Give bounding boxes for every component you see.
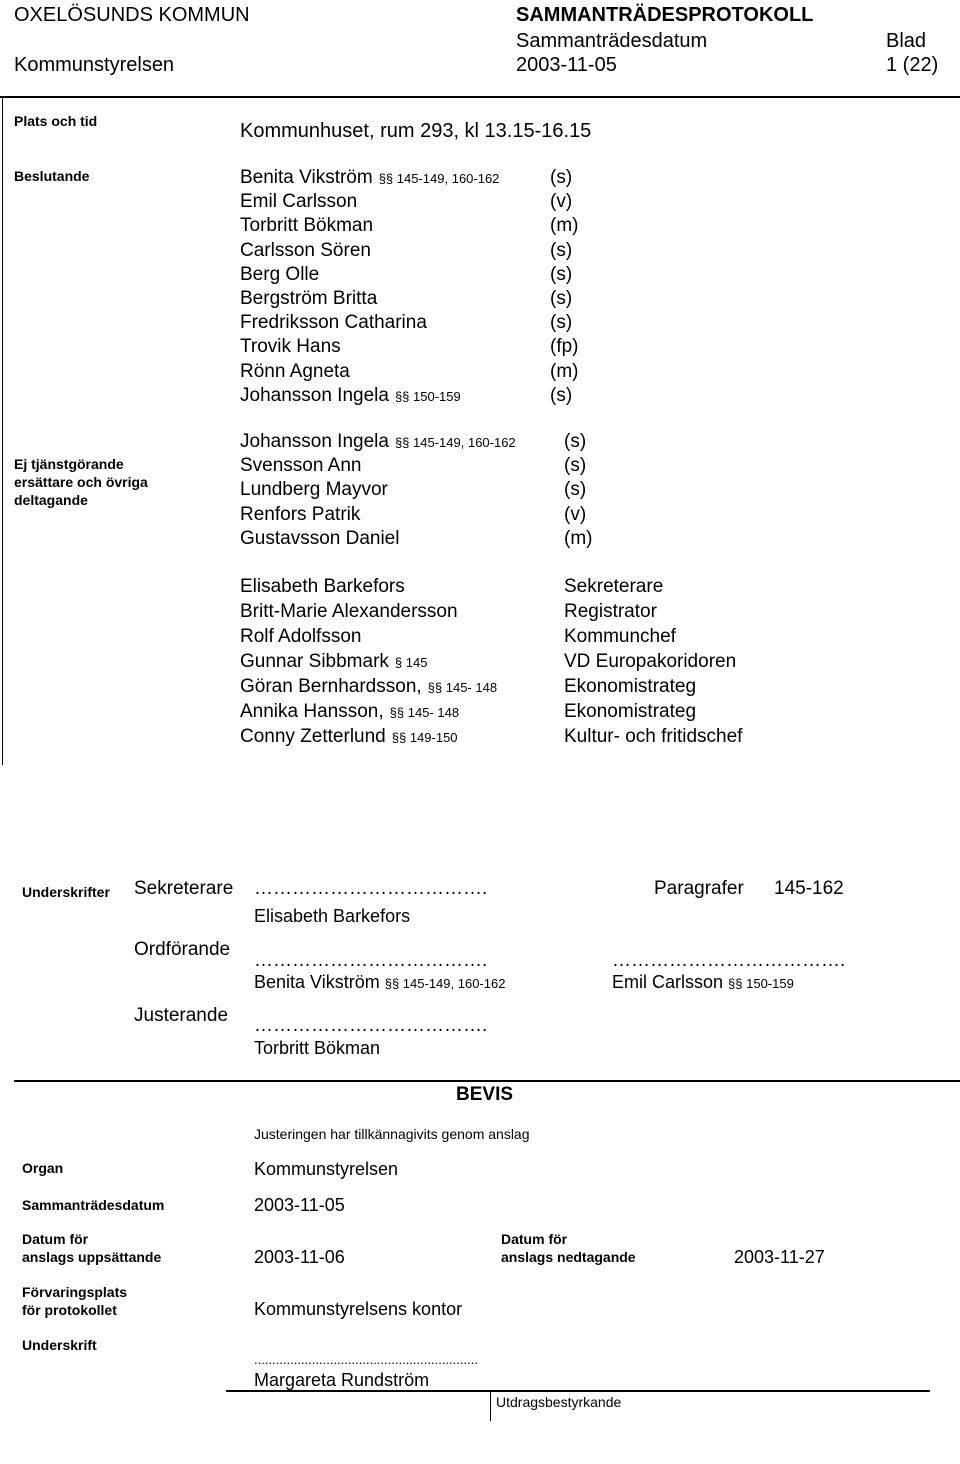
certificate-intro: Justeringen har tillkännagivits genom anslag [254, 1126, 530, 1142]
date-label: Sammanträdesdatum [516, 30, 708, 52]
party-abbreviation: (v) [564, 503, 587, 525]
person-name: Rönn Agneta [240, 360, 350, 382]
header-divider [0, 96, 960, 98]
substitutes-label-line: deltagande [14, 492, 88, 508]
oth-row [240, 726, 940, 750]
party-abbreviation: (s) [564, 455, 587, 477]
party-abbreviation: (s) [550, 263, 573, 285]
adjuster-label: Justerande [134, 1005, 229, 1026]
storage-value: Kommunstyrelsens kontor [254, 1299, 463, 1319]
extract-divider [490, 1391, 491, 1421]
party-abbreviation: (s) [564, 479, 587, 501]
dm-row [240, 264, 940, 288]
paragraphs-value: 145-162 [774, 878, 844, 899]
substitutes-label-line: ersättare och övriga [14, 474, 148, 490]
posted-value: 2003-11-06 [254, 1247, 345, 1267]
substitutes-label [14, 455, 148, 509]
oth-row [240, 676, 940, 700]
party-abbreviation: (s) [550, 239, 573, 261]
party-abbreviation: (s) [550, 384, 573, 406]
person-name: Annika Hansson, [240, 701, 384, 722]
removed-value: 2003-11-27 [734, 1247, 825, 1267]
person-name: Göran Bernhardsson, [240, 676, 422, 697]
sub-row [240, 431, 940, 455]
party-abbreviation: (s) [550, 312, 573, 334]
page-label: Blad [886, 30, 927, 52]
person-name: Renfors Patrik [240, 503, 361, 525]
removed-label [501, 1230, 636, 1266]
oth-row [240, 626, 940, 650]
secretary-signature-line: ………………………………. [254, 878, 488, 899]
chair-name: Benita Vikström [254, 972, 380, 992]
secretary-name: Elisabeth Barkefors [254, 906, 411, 926]
municipality-name: OXELÖSUNDS KOMMUN [14, 4, 250, 26]
chair-label: Ordförande [134, 939, 231, 960]
chair-signature-line: ………………………………. [254, 950, 488, 971]
person-role: Registrator [564, 601, 657, 622]
posted-label-line: Datum för [22, 1231, 89, 1247]
person-name: Gunnar Sibbmark [240, 651, 389, 672]
adjuster2-name: Emil Carlsson [612, 972, 724, 992]
person-role: Kommunchef [564, 626, 676, 647]
left-border [2, 97, 3, 765]
page-number: 1 (22) [886, 54, 939, 76]
person-name: Carlsson Sören [240, 239, 371, 261]
certificate-divider [14, 1080, 960, 1082]
dm-row [240, 288, 940, 312]
adjuster-name: Torbritt Bökman [254, 1038, 381, 1058]
extract-label: Utdragsbestyrkande [496, 1394, 622, 1410]
paragraph-note: §§ 145- 148 [389, 705, 460, 720]
dm-row [240, 361, 940, 385]
person-name: Trovik Hans [240, 336, 341, 358]
person-name: Johansson Ingela [240, 384, 389, 406]
person-name: Svensson Ann [240, 455, 362, 477]
paragraph-note: §§ 145-149, 160-162 [394, 435, 516, 450]
oth-row [240, 701, 940, 725]
certificate-title: BEVIS [456, 1084, 514, 1105]
person-name: Fredriksson Catharina [240, 312, 427, 334]
sub-row [240, 528, 940, 552]
person-name: Elisabeth Barkefors [240, 576, 405, 597]
certificate-date-label: Sammanträdesdatum [22, 1197, 165, 1213]
person-name: Gustavsson Daniel [240, 527, 400, 549]
person-name-with-note [240, 726, 458, 748]
person-name: Rolf Adolfsson [240, 626, 362, 647]
person-name: Torbritt Bökman [240, 215, 374, 237]
removed-label-line: Datum för [501, 1231, 568, 1247]
meeting-date: 2003-11-05 [516, 54, 617, 76]
dm-row [240, 385, 940, 409]
person-name: Bergström Britta [240, 288, 378, 309]
posted-label-line: anslags uppsättande [22, 1249, 162, 1265]
oth-row [240, 651, 940, 675]
person-role: VD Europakoridoren [564, 651, 737, 672]
sub-row [240, 504, 940, 528]
dm-row [240, 312, 940, 336]
party-abbreviation: (m) [564, 527, 593, 549]
person-name-with-note [240, 701, 459, 723]
person-name: Benita Vikström [240, 167, 373, 188]
party-abbreviation: (v) [550, 191, 573, 213]
person-name-with-note [240, 167, 499, 189]
certificate-date-value: 2003-11-05 [254, 1195, 345, 1215]
dm-row [240, 167, 940, 191]
secretary-label: Sekreterare [134, 878, 234, 899]
storage-label [22, 1283, 127, 1319]
person-role: Sekreterare [564, 576, 664, 597]
person-name: Lundberg Mayvor [240, 479, 388, 501]
person-name: Emil Carlsson [240, 191, 358, 213]
dm-row [240, 240, 940, 264]
organ-value: Kommunstyrelsen [254, 1159, 399, 1179]
removed-label-line: anslags nedtagande [501, 1249, 636, 1265]
sub-row [240, 455, 940, 479]
sub-row [240, 479, 940, 503]
chair-signature-name [254, 972, 505, 993]
dm-row [240, 336, 940, 360]
oth-row [240, 576, 940, 600]
paragraphs-label: Paragrafer [654, 878, 744, 899]
paragraph-note: §§ 149-150 [391, 730, 458, 745]
party-abbreviation: (s) [564, 431, 587, 452]
adjuster2-paragraph-note: §§ 150-159 [728, 976, 794, 991]
dm-row [240, 215, 940, 239]
bottom-divider [226, 1390, 930, 1392]
storage-label-line: Förvaringsplats [22, 1284, 128, 1300]
adjuster-signature-line: ………………………………. [254, 1015, 488, 1036]
signature-name: Margareta Rundström [254, 1370, 430, 1390]
paragraph-note: §§ 145- 148 [427, 680, 498, 695]
party-abbreviation: (m) [550, 215, 579, 237]
person-name: Britt-Marie Alexandersson [240, 601, 458, 622]
paragraph-note: §§ 150-159 [394, 388, 461, 404]
party-abbreviation: (s) [550, 288, 573, 309]
signature-line: .............................................................. [254, 1352, 478, 1367]
party-abbreviation: (fp) [550, 336, 579, 358]
document-title: SAMMANTRÄDESPROTOKOLL [516, 4, 814, 26]
paragraph-note: §§ 145-149, 160-162 [378, 171, 500, 186]
storage-label-line: för protokollet [22, 1302, 117, 1318]
organ-name: Kommunstyrelsen [14, 54, 175, 76]
party-abbreviation: (m) [550, 360, 579, 382]
dm-row [240, 191, 940, 215]
person-role: Ekonomistrateg [564, 676, 697, 697]
decision-makers-label: Beslutande [14, 168, 90, 184]
posted-label [22, 1230, 161, 1266]
person-name: Berg Olle [240, 263, 320, 285]
signatures-label: Underskrifter [22, 884, 110, 900]
person-role: Kultur- och fritidschef [564, 726, 743, 747]
adjuster2-signature-line: ………………………………. [612, 950, 846, 971]
signature-label: Underskrift [22, 1337, 97, 1353]
person-name: Johansson Ingela [240, 431, 389, 452]
person-name-with-note [240, 651, 427, 673]
chair-paragraph-note: §§ 145-149, 160-162 [384, 976, 506, 991]
paragraph-note: § 145 [394, 655, 428, 670]
person-name-with-note [240, 431, 516, 453]
place-value: Kommunhuset, rum 293, kl 13.15-16.15 [240, 120, 592, 142]
adjuster2-signature-name [612, 972, 794, 993]
oth-row [240, 601, 940, 625]
organ-label: Organ [22, 1160, 64, 1176]
person-name-with-note [240, 385, 461, 407]
person-name-with-note [240, 676, 497, 698]
party-abbreviation: (s) [550, 167, 573, 188]
person-name: Conny Zetterlund [240, 726, 386, 747]
place-label: Plats och tid [14, 113, 98, 129]
substitutes-label-line: Ej tjänstgörande [14, 456, 124, 472]
person-role: Ekonomistrateg [564, 701, 697, 722]
